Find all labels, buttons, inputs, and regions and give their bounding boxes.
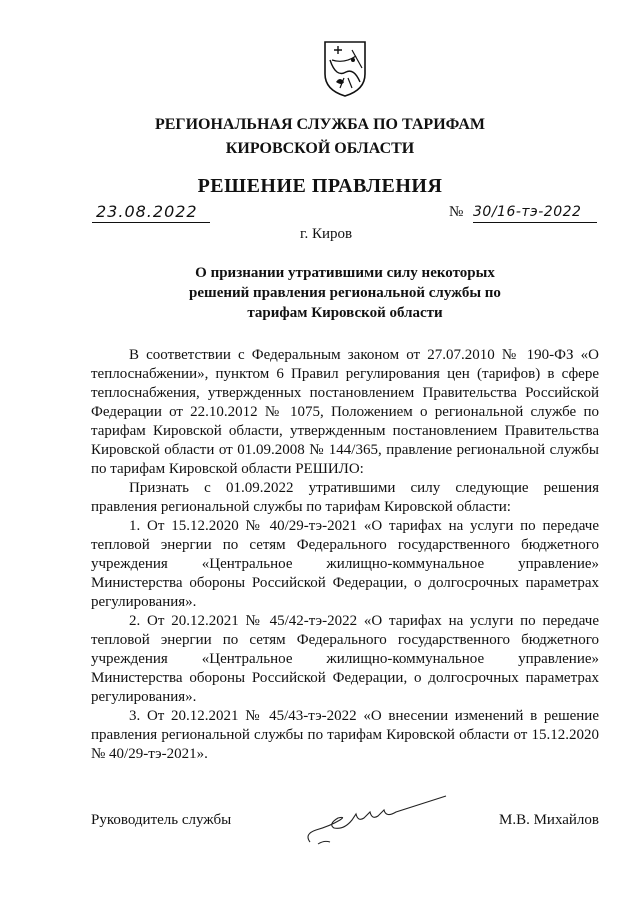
organization-title [0, 113, 640, 161]
preamble-paragraph: В соответствии с Федеральным законом от 27.07.2010 № 190-ФЗ «О теплоснабжении», пунктом 6 Правил регулирования цен (тарифов) в сфере теплоснабжения, утвержденных постановлением Правительства Российской Федерации от 22.10.2012 № 1075, Положением о региональной службе по тарифам Кировской области, утвержденным постановлением Правительства Кировской области от 01.09.2008 № 144/365, правление региональной службы по тарифам Кировской области РЕШИЛО: [91, 347, 599, 477]
list-item: 1. От 15.12.2020 № 40/29-тэ-2021 «О тарифах на услуги по передаче тепловой энергии по сетям Федерального государственного бюджетного учреждения «Центральное жилищно-коммунальное управление» Министерства обороны Российской Федерации, о долгосрочных параметрах регулирования». [91, 518, 599, 610]
document-body [91, 346, 599, 764]
city: г. Киров [300, 226, 353, 242]
decision-number: 30/16-тэ-2022 [473, 202, 597, 223]
subject-line-1: О признании утратившими силу некоторых [195, 265, 495, 281]
resolution-paragraph: Признать с 01.09.2022 утратившими силу следующие решения правления региональной службы по тарифам Кировской области: [91, 480, 599, 515]
organization-line-1: РЕГИОНАЛЬНАЯ СЛУЖБА ПО ТАРИФАМ [154, 116, 486, 133]
number-sign: № [449, 204, 464, 220]
handwritten-signature-icon [300, 790, 450, 850]
signatory-name: М.В. Михайлов [498, 812, 599, 828]
document-subject [160, 263, 530, 323]
document-type: РЕШЕНИЕ ПРАВЛЕНИЯ [197, 175, 443, 197]
signatory-title: Руководитель службы [91, 812, 232, 828]
decision-number-block [449, 202, 609, 223]
list-item: 3. От 20.12.2021 № 45/43-тэ-2022 «О внесении изменений в решение правления региональной службы по тарифам Кировской области от 15.12.2020 № 40/29-тэ-2021». [91, 708, 599, 762]
list-item: 2. От 20.12.2021 № 45/42-тэ-2022 «О тарифах на услуги по передаче тепловой энергии по сетям Федерального государственного бюджетного учреждения «Центральное жилищно-коммунальное управление» Министерства обороны Российской Федерации, о долгосрочных параметрах регулирования». [91, 613, 599, 705]
subject-line-2: решений правления региональной службы по [189, 285, 501, 301]
kirov-coat-of-arms-icon [322, 38, 368, 98]
organization-line-2: КИРОВСКОЙ ОБЛАСТИ [225, 140, 415, 157]
decision-date: 23.08.2022 [92, 202, 210, 223]
subject-line-3: тарифам Кировской области [247, 305, 443, 321]
